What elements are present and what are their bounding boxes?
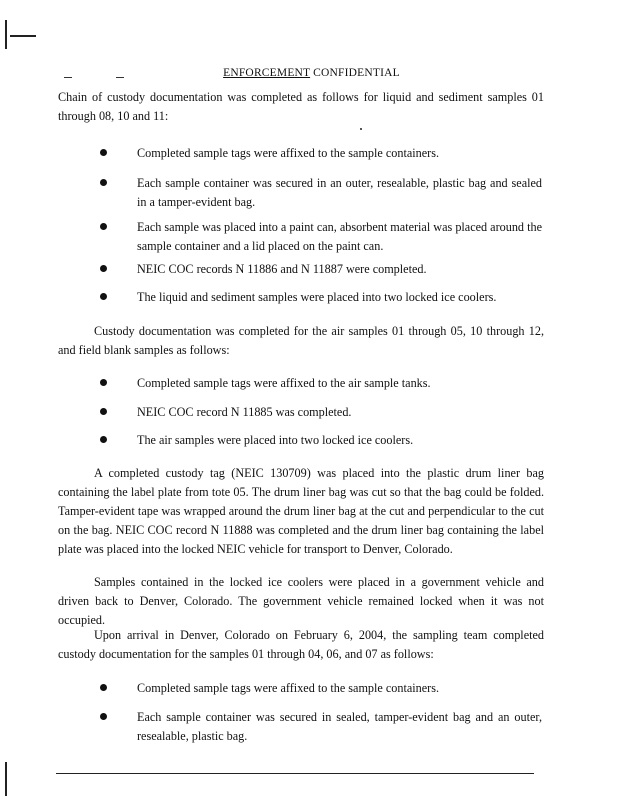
confidential-header bbox=[0, 64, 623, 83]
bullet-icon bbox=[100, 293, 107, 300]
list-item-text: Each sample was placed into a paint can, absorbent material was placed around the sample container and a lid placed on the paint can. bbox=[137, 220, 542, 253]
transport-paragraph: Samples contained in the locked ice coolers were placed in a government vehicle and driven back to Denver, Colorado. The government vehicle remained locked when it was not occupied. bbox=[58, 575, 544, 627]
list-item-text: NEIC COC records N 11886 and N 11887 were completed. bbox=[137, 262, 427, 276]
list-item-text: Completed sample tags were affixed to the air sample tanks. bbox=[137, 376, 431, 390]
air-samples-paragraph: Custody documentation was completed for the air samples 01 through 05, 10 through 12, and field blank samples as follows: bbox=[58, 324, 544, 357]
header-suffix: CONFIDENTIAL bbox=[310, 67, 400, 79]
list-item-text: Completed sample tags were affixed to the sample containers. bbox=[137, 146, 439, 160]
margin-mark bbox=[10, 35, 36, 37]
list-item-text: The liquid and sediment samples were placed into two locked ice coolers. bbox=[137, 290, 497, 304]
bullet-icon bbox=[100, 265, 107, 272]
bullet-icon bbox=[100, 408, 107, 415]
list-item-text: NEIC COC record N 11885 was completed. bbox=[137, 405, 352, 419]
bullet-icon bbox=[100, 684, 107, 691]
margin-bar-top bbox=[5, 20, 7, 49]
bullet-icon bbox=[100, 179, 107, 186]
denver-arrival-paragraph: Upon arrival in Denver, Colorado on February 6, 2004, the sampling team completed custody documentation for the samples 01 through 04, 06, and 07 as follows: bbox=[58, 628, 544, 661]
list-item-text: The air samples were placed into two locked ice coolers. bbox=[137, 433, 414, 447]
header-prefix: ENFORCEMENT bbox=[223, 67, 311, 79]
custody-tag-paragraph: A completed custody tag (NEIC 130709) was placed into the plastic drum liner bag containing the label plate from tote 05. The drum liner bag was cut so that the bag could be folded. Tamper-evident tape was wrapped around the drum liner bag at the cut and perpendicular to the cut on the bag. NEIC COC record N 11888 was completed and the drum liner bag containing the label plate was placed into the locked NEIC vehicle for transport to Denver, Colorado. bbox=[58, 466, 544, 556]
list-item-text: Each sample container was secured in sealed, tamper-evident bag and an outer, resealable, plastic bag. bbox=[137, 710, 542, 743]
bullet-icon bbox=[100, 436, 107, 443]
list-item-text: Completed sample tags were affixed to the sample containers. bbox=[137, 681, 439, 695]
scan-speck bbox=[360, 128, 362, 130]
bullet-icon bbox=[100, 713, 107, 720]
bullet-icon bbox=[100, 149, 107, 156]
margin-bar-bottom bbox=[5, 762, 7, 796]
bullet-icon bbox=[100, 379, 107, 386]
intro-paragraph: Chain of custody documentation was completed as follows for liquid and sediment samples 01 through 08, 10 and 11: bbox=[58, 90, 544, 123]
footer-rule bbox=[56, 773, 534, 774]
bullet-icon bbox=[100, 223, 107, 230]
list-item-text: Each sample container was secured in an outer, resealable, plastic bag and sealed in a tamper-evident bag. bbox=[137, 176, 542, 209]
